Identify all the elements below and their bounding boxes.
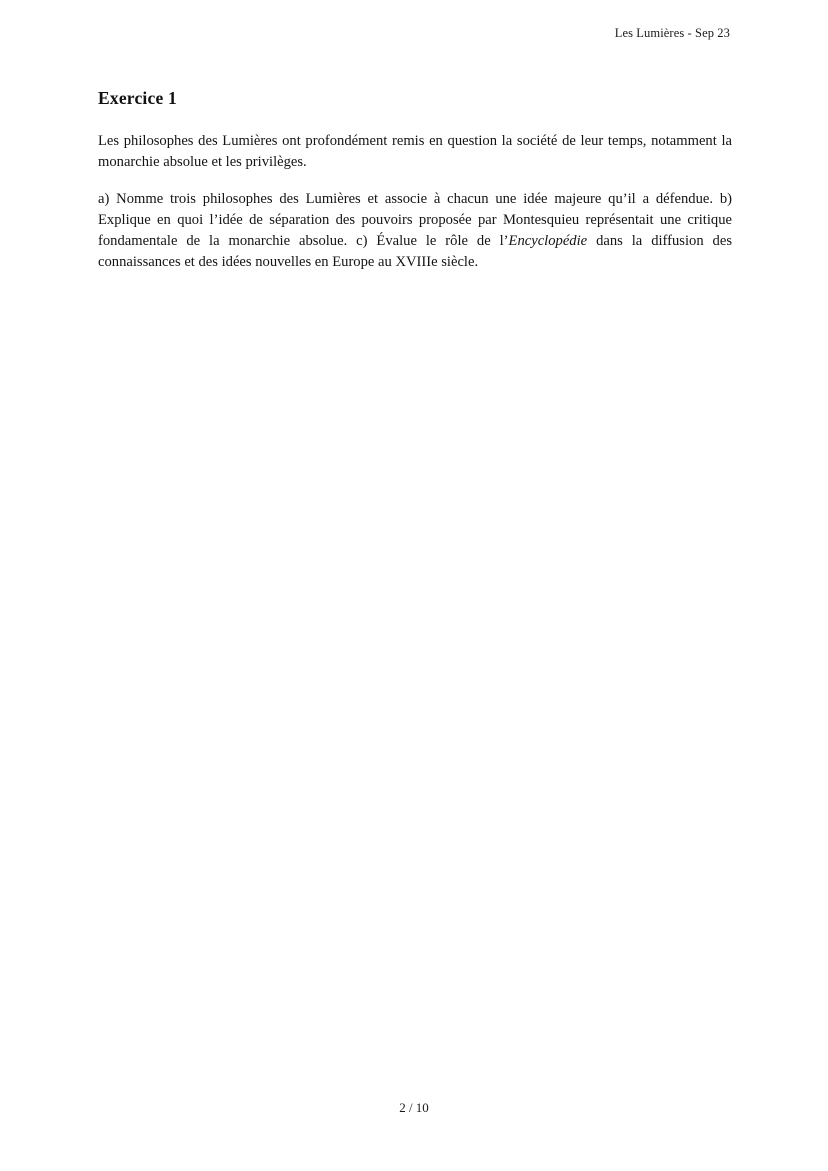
question-part-c-lead: c) Évalue le rôle de l’ [347, 232, 509, 249]
questions-paragraph [98, 189, 732, 272]
running-head: Les Lumières - Sep 23 [614, 26, 730, 40]
page-footer: 2 / 10 [399, 1100, 429, 1115]
question-part-c-tail: dans la diffusion des connaissances et des idées nouvelles en Europe au XVIIIe siècle. [98, 232, 732, 270]
page-content [98, 88, 732, 272]
question-part-b: b) Explique en quoi l’idée de séparation des pouvoirs proposée par Montesquieu représentait une critique fondamentale de la monarchie absolue. [98, 191, 732, 249]
page-title: Exercice 1 [98, 88, 177, 108]
encyclopedie-title: Encyclopédie [508, 232, 588, 249]
question-part-a: a) Nomme trois philosophes des Lumières et associe à chacun une idée majeure qu’il a défendue. [98, 191, 713, 208]
intro-paragraph: Les philosophes des Lumières ont profondément remis en question la société de leur temps, notamment la monarchie absolue et les privilèges. [98, 133, 732, 170]
